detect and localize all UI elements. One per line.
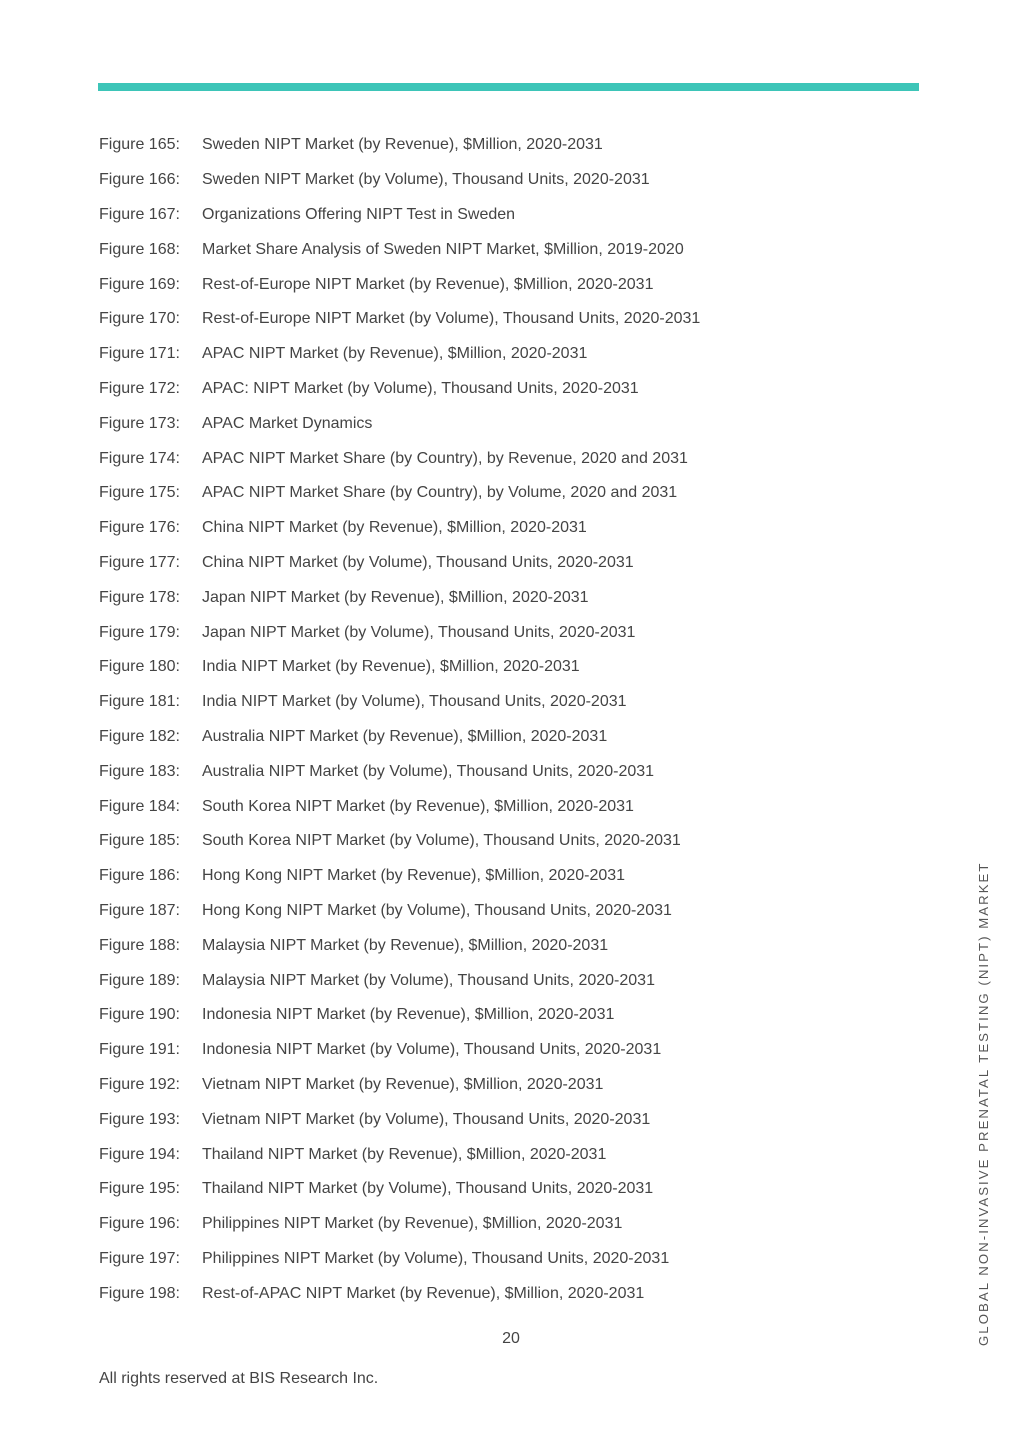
page-number: 20 bbox=[502, 1330, 520, 1347]
list-item bbox=[99, 754, 700, 789]
figure-number: Figure 169: bbox=[99, 275, 180, 293]
list-item bbox=[99, 1137, 700, 1172]
list-item bbox=[99, 894, 700, 929]
figure-title: Vietnam NIPT Market (by Volume), Thousand Units, 2020-2031 bbox=[202, 1110, 651, 1128]
figure-title: South Korea NIPT Market (by Volume), Thousand Units, 2020-2031 bbox=[202, 832, 681, 850]
figure-title: Hong Kong NIPT Market (by Volume), Thousand Units, 2020-2031 bbox=[202, 901, 672, 919]
list-item bbox=[99, 1172, 700, 1207]
list-of-figures bbox=[99, 128, 700, 1311]
list-item bbox=[99, 928, 700, 963]
list-item bbox=[99, 163, 700, 198]
list-item bbox=[99, 302, 700, 337]
list-item bbox=[99, 720, 700, 755]
figure-number: Figure 172: bbox=[99, 379, 180, 397]
figure-number: Figure 178: bbox=[99, 588, 180, 606]
list-item bbox=[99, 1207, 700, 1242]
list-item bbox=[99, 1068, 700, 1103]
list-item bbox=[99, 789, 700, 824]
figure-title: India NIPT Market (by Revenue), $Million, 2020-2031 bbox=[202, 658, 580, 676]
figure-number: Figure 186: bbox=[99, 867, 180, 885]
figure-title: Thailand NIPT Market (by Revenue), $Million, 2020-2031 bbox=[202, 1145, 607, 1163]
figure-title: Indonesia NIPT Market (by Volume), Thousand Units, 2020-2031 bbox=[202, 1041, 662, 1059]
figure-number: Figure 194: bbox=[99, 1145, 180, 1163]
figure-title: APAC NIPT Market Share (by Country), by Volume, 2020 and 2031 bbox=[202, 484, 678, 502]
figure-title: Malaysia NIPT Market (by Revenue), $Million, 2020-2031 bbox=[202, 936, 609, 954]
figure-title: Rest-of-APAC NIPT Market (by Revenue), $Million, 2020-2031 bbox=[202, 1284, 645, 1302]
figure-number: Figure 174: bbox=[99, 449, 180, 467]
list-item bbox=[99, 1242, 700, 1277]
list-item bbox=[99, 372, 700, 407]
figure-title: Sweden NIPT Market (by Volume), Thousand Units, 2020-2031 bbox=[202, 171, 650, 189]
figure-number: Figure 180: bbox=[99, 658, 180, 676]
list-item bbox=[99, 615, 700, 650]
figure-number: Figure 197: bbox=[99, 1249, 180, 1267]
figure-number: Figure 183: bbox=[99, 762, 180, 780]
figure-title: Australia NIPT Market (by Volume), Thousand Units, 2020-2031 bbox=[202, 762, 655, 780]
list-item bbox=[99, 441, 700, 476]
figure-title: APAC Market Dynamics bbox=[202, 414, 373, 432]
figure-number: Figure 196: bbox=[99, 1215, 180, 1233]
list-item bbox=[99, 1276, 700, 1311]
figure-title: Australia NIPT Market (by Revenue), $Million, 2020-2031 bbox=[202, 727, 608, 745]
figure-title: Rest-of-Europe NIPT Market (by Volume), Thousand Units, 2020-2031 bbox=[202, 310, 701, 328]
list-item bbox=[99, 1033, 700, 1068]
list-item bbox=[99, 963, 700, 998]
figure-title: Hong Kong NIPT Market (by Revenue), $Million, 2020-2031 bbox=[202, 867, 626, 885]
list-item bbox=[99, 546, 700, 581]
list-item bbox=[99, 337, 700, 372]
list-item bbox=[99, 650, 700, 685]
figure-number: Figure 187: bbox=[99, 901, 180, 919]
list-item bbox=[99, 476, 700, 511]
figure-title: APAC NIPT Market Share (by Country), by Revenue, 2020 and 2031 bbox=[202, 449, 688, 467]
figure-number: Figure 192: bbox=[99, 1075, 180, 1093]
figure-title: Indonesia NIPT Market (by Revenue), $Million, 2020-2031 bbox=[202, 1006, 615, 1024]
footer-copyright: All rights reserved at BIS Research Inc. bbox=[99, 1370, 379, 1387]
figure-number: Figure 167: bbox=[99, 205, 180, 223]
figure-title: APAC NIPT Market (by Revenue), $Million, 2020-2031 bbox=[202, 345, 588, 363]
figure-number: Figure 177: bbox=[99, 553, 180, 571]
figure-number: Figure 189: bbox=[99, 971, 180, 989]
figure-number: Figure 173: bbox=[99, 414, 180, 432]
figure-number: Figure 191: bbox=[99, 1041, 180, 1059]
figure-number: Figure 193: bbox=[99, 1110, 180, 1128]
figure-number: Figure 165: bbox=[99, 136, 180, 154]
figure-title: China NIPT Market (by Volume), Thousand Units, 2020-2031 bbox=[202, 553, 634, 571]
figure-number: Figure 185: bbox=[99, 832, 180, 850]
figure-number: Figure 184: bbox=[99, 797, 180, 815]
figure-number: Figure 179: bbox=[99, 623, 180, 641]
figure-title: Philippines NIPT Market (by Volume), Thousand Units, 2020-2031 bbox=[202, 1249, 670, 1267]
list-item bbox=[99, 580, 700, 615]
figure-title: Japan NIPT Market (by Volume), Thousand Units, 2020-2031 bbox=[202, 623, 636, 641]
figure-title: South Korea NIPT Market (by Revenue), $Million, 2020-2031 bbox=[202, 797, 634, 815]
header-accent-rule bbox=[98, 83, 919, 91]
list-item bbox=[99, 859, 700, 894]
figure-number: Figure 170: bbox=[99, 310, 180, 328]
figure-number: Figure 181: bbox=[99, 693, 180, 711]
figure-title: APAC: NIPT Market (by Volume), Thousand Units, 2020-2031 bbox=[202, 379, 639, 397]
figure-number: Figure 198: bbox=[99, 1284, 180, 1302]
figure-title: Market Share Analysis of Sweden NIPT Market, $Million, 2019-2020 bbox=[202, 240, 684, 258]
figure-title: China NIPT Market (by Revenue), $Million, 2020-2031 bbox=[202, 519, 587, 537]
figure-title: Organizations Offering NIPT Test in Sweden bbox=[202, 205, 516, 223]
figure-number: Figure 171: bbox=[99, 345, 180, 363]
list-item bbox=[99, 198, 700, 233]
figure-number: Figure 195: bbox=[99, 1180, 180, 1198]
figure-title: Vietnam NIPT Market (by Revenue), $Million, 2020-2031 bbox=[202, 1075, 604, 1093]
list-item bbox=[99, 511, 700, 546]
figure-title: Philippines NIPT Market (by Revenue), $Million, 2020-2031 bbox=[202, 1215, 623, 1233]
figure-number: Figure 176: bbox=[99, 519, 180, 537]
list-item bbox=[99, 685, 700, 720]
report-side-title: GLOBAL NON-INVASIVE PRENATAL TESTING (NIPT) MARKET bbox=[976, 861, 991, 1346]
figure-number: Figure 166: bbox=[99, 171, 180, 189]
list-item bbox=[99, 232, 700, 267]
list-item bbox=[99, 406, 700, 441]
list-item bbox=[99, 824, 700, 859]
list-item bbox=[99, 1102, 700, 1137]
list-item bbox=[99, 998, 700, 1033]
list-item bbox=[99, 128, 700, 163]
figure-title: Rest-of-Europe NIPT Market (by Revenue), $Million, 2020-2031 bbox=[202, 275, 654, 293]
figure-title: Sweden NIPT Market (by Revenue), $Million, 2020-2031 bbox=[202, 136, 603, 154]
figure-number: Figure 188: bbox=[99, 936, 180, 954]
figure-title: Malaysia NIPT Market (by Volume), Thousand Units, 2020-2031 bbox=[202, 971, 655, 989]
figure-number: Figure 190: bbox=[99, 1006, 180, 1024]
figure-title: Japan NIPT Market (by Revenue), $Million, 2020-2031 bbox=[202, 588, 589, 606]
figure-number: Figure 182: bbox=[99, 727, 180, 745]
figure-title: Thailand NIPT Market (by Volume), Thousand Units, 2020-2031 bbox=[202, 1180, 654, 1198]
list-item bbox=[99, 267, 700, 302]
figure-title: India NIPT Market (by Volume), Thousand Units, 2020-2031 bbox=[202, 693, 627, 711]
figure-number: Figure 175: bbox=[99, 484, 180, 502]
figure-number: Figure 168: bbox=[99, 240, 180, 258]
